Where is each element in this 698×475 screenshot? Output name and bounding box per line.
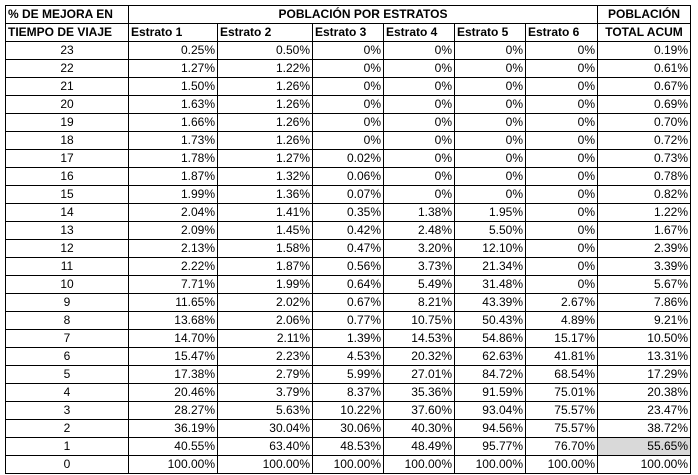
cell-total-accum[interactable]: 0.78% bbox=[598, 168, 691, 186]
cell-stratum-4[interactable]: 37.60% bbox=[384, 402, 455, 420]
cell-pct-improvement[interactable]: 4 bbox=[6, 384, 129, 402]
cell-stratum-4[interactable]: 0% bbox=[384, 150, 455, 168]
cell-stratum-2[interactable]: 2.06% bbox=[218, 312, 313, 330]
cell-stratum-5[interactable]: 54.86% bbox=[455, 330, 526, 348]
cell-stratum-5[interactable]: 91.59% bbox=[455, 384, 526, 402]
cell-total-accum[interactable]: 13.31% bbox=[598, 348, 691, 366]
cell-stratum-5[interactable]: 93.04% bbox=[455, 402, 526, 420]
cell-stratum-2[interactable]: 2.79% bbox=[218, 366, 313, 384]
cell-stratum-1[interactable]: 7.71% bbox=[129, 276, 218, 294]
cell-stratum-5[interactable]: 0% bbox=[455, 114, 526, 132]
cell-stratum-2[interactable]: 1.22% bbox=[218, 60, 313, 78]
cell-pct-improvement[interactable]: 9 bbox=[6, 294, 129, 312]
cell-stratum-4[interactable]: 0% bbox=[384, 42, 455, 60]
cell-pct-improvement[interactable]: 14 bbox=[6, 204, 129, 222]
cell-stratum-6[interactable]: 0% bbox=[526, 168, 598, 186]
cell-stratum-2[interactable]: 5.63% bbox=[218, 402, 313, 420]
cell-pct-improvement[interactable]: 3 bbox=[6, 402, 129, 420]
cell-stratum-1[interactable]: 0.25% bbox=[129, 42, 218, 60]
cell-stratum-4[interactable]: 0% bbox=[384, 78, 455, 96]
header-group-label[interactable]: POBLACIÓN POR ESTRATOS bbox=[129, 6, 598, 24]
cell-stratum-4[interactable]: 0% bbox=[384, 114, 455, 132]
table-row bbox=[6, 240, 691, 258]
cell-total-accum[interactable]: 0.61% bbox=[598, 60, 691, 78]
cell-stratum-6[interactable]: 76.70% bbox=[526, 438, 598, 456]
table-row bbox=[6, 150, 691, 168]
cell-stratum-6[interactable]: 4.89% bbox=[526, 312, 598, 330]
cell-total-accum[interactable]: 23.47% bbox=[598, 402, 691, 420]
header-stratum-4[interactable]: Estrato 4 bbox=[384, 24, 455, 42]
cell-stratum-4[interactable]: 27.01% bbox=[384, 366, 455, 384]
cell-stratum-1[interactable]: 1.78% bbox=[129, 150, 218, 168]
cell-stratum-6[interactable]: 75.01% bbox=[526, 384, 598, 402]
cell-stratum-2[interactable]: 2.02% bbox=[218, 294, 313, 312]
cell-stratum-1[interactable]: 1.27% bbox=[129, 60, 218, 78]
cell-pct-improvement[interactable]: 5 bbox=[6, 366, 129, 384]
cell-stratum-1[interactable]: 100.00% bbox=[129, 456, 218, 474]
cell-stratum-6[interactable]: 2.67% bbox=[526, 294, 598, 312]
cell-stratum-5[interactable]: 0% bbox=[455, 168, 526, 186]
cell-stratum-1[interactable]: 1.66% bbox=[129, 114, 218, 132]
cell-stratum-3[interactable]: 48.53% bbox=[313, 438, 384, 456]
cell-pct-improvement[interactable]: 16 bbox=[6, 168, 129, 186]
cell-total-accum[interactable]: 0.69% bbox=[598, 96, 691, 114]
header-total-label-line2[interactable]: TOTAL ACUM bbox=[598, 24, 691, 42]
cell-stratum-6[interactable]: 0% bbox=[526, 132, 598, 150]
cell-stratum-6[interactable]: 0% bbox=[526, 96, 598, 114]
cell-stratum-4[interactable]: 40.30% bbox=[384, 420, 455, 438]
cell-pct-improvement[interactable]: 6 bbox=[6, 348, 129, 366]
cell-total-accum[interactable]: 5.67% bbox=[598, 276, 691, 294]
cell-stratum-5[interactable]: 1.95% bbox=[455, 204, 526, 222]
cell-stratum-3[interactable]: 0% bbox=[313, 78, 384, 96]
cell-stratum-6[interactable]: 0% bbox=[526, 186, 598, 204]
cell-stratum-5[interactable]: 0% bbox=[455, 186, 526, 204]
cell-stratum-3[interactable]: 0.06% bbox=[313, 168, 384, 186]
cell-pct-improvement[interactable]: 18 bbox=[6, 132, 129, 150]
cell-stratum-4[interactable]: 2.48% bbox=[384, 222, 455, 240]
cell-stratum-3[interactable]: 0% bbox=[313, 96, 384, 114]
cell-stratum-5[interactable]: 31.48% bbox=[455, 276, 526, 294]
cell-stratum-4[interactable]: 48.49% bbox=[384, 438, 455, 456]
cell-pct-improvement[interactable]: 13 bbox=[6, 222, 129, 240]
table-row bbox=[6, 132, 691, 150]
cell-stratum-4[interactable]: 20.32% bbox=[384, 348, 455, 366]
cell-stratum-3[interactable]: 0.64% bbox=[313, 276, 384, 294]
cell-stratum-2[interactable]: 1.26% bbox=[218, 96, 313, 114]
cell-stratum-3[interactable]: 0.42% bbox=[313, 222, 384, 240]
cell-stratum-6[interactable]: 68.54% bbox=[526, 366, 598, 384]
cell-total-accum[interactable]: 7.86% bbox=[598, 294, 691, 312]
cell-stratum-1[interactable]: 2.09% bbox=[129, 222, 218, 240]
cell-stratum-3[interactable]: 5.99% bbox=[313, 366, 384, 384]
cell-stratum-6[interactable]: 0% bbox=[526, 42, 598, 60]
cell-stratum-5[interactable]: 0% bbox=[455, 96, 526, 114]
cell-total-accum[interactable]: 17.29% bbox=[598, 366, 691, 384]
cell-pct-improvement[interactable]: 2 bbox=[6, 420, 129, 438]
table-row bbox=[6, 348, 691, 366]
cell-total-accum[interactable]: 10.50% bbox=[598, 330, 691, 348]
cell-stratum-6[interactable]: 15.17% bbox=[526, 330, 598, 348]
cell-stratum-6[interactable]: 0% bbox=[526, 150, 598, 168]
cell-stratum-2[interactable]: 1.27% bbox=[218, 150, 313, 168]
header-stratum-3[interactable]: Estrato 3 bbox=[313, 24, 384, 42]
cell-stratum-6[interactable]: 75.57% bbox=[526, 402, 598, 420]
table-row bbox=[6, 420, 691, 438]
cell-stratum-3[interactable]: 100.00% bbox=[313, 456, 384, 474]
table-row bbox=[6, 42, 691, 60]
cell-pct-improvement[interactable]: 12 bbox=[6, 240, 129, 258]
cell-stratum-3[interactable]: 1.39% bbox=[313, 330, 384, 348]
cell-stratum-5[interactable]: 62.63% bbox=[455, 348, 526, 366]
cell-stratum-2[interactable]: 1.99% bbox=[218, 276, 313, 294]
cell-stratum-5[interactable]: 0% bbox=[455, 150, 526, 168]
table-row bbox=[6, 78, 691, 96]
header-pct-label-line1[interactable]: % DE MEJORA EN bbox=[6, 6, 129, 24]
cell-pct-improvement[interactable]: 8 bbox=[6, 312, 129, 330]
cell-stratum-5[interactable]: 0% bbox=[455, 42, 526, 60]
cell-stratum-1[interactable]: 20.46% bbox=[129, 384, 218, 402]
cell-stratum-4[interactable]: 3.20% bbox=[384, 240, 455, 258]
cell-total-accum[interactable]: 3.39% bbox=[598, 258, 691, 276]
cell-stratum-3[interactable]: 0% bbox=[313, 42, 384, 60]
table-row bbox=[6, 204, 691, 222]
cell-stratum-2[interactable]: 2.23% bbox=[218, 348, 313, 366]
cell-stratum-1[interactable]: 14.70% bbox=[129, 330, 218, 348]
cell-stratum-4[interactable]: 35.36% bbox=[384, 384, 455, 402]
table-row bbox=[6, 114, 691, 132]
cell-pct-improvement[interactable]: 0 bbox=[6, 456, 129, 474]
cell-stratum-5[interactable]: 0% bbox=[455, 60, 526, 78]
header-total-label-line1[interactable]: POBLACIÓN bbox=[598, 6, 691, 24]
cell-stratum-4[interactable]: 0% bbox=[384, 132, 455, 150]
cell-stratum-3[interactable]: 10.22% bbox=[313, 402, 384, 420]
cell-pct-improvement[interactable]: 19 bbox=[6, 114, 129, 132]
cell-stratum-1[interactable]: 1.50% bbox=[129, 78, 218, 96]
header-stratum-1[interactable]: Estrato 1 bbox=[129, 24, 218, 42]
cell-stratum-1[interactable]: 2.13% bbox=[129, 240, 218, 258]
cell-pct-improvement[interactable]: 11 bbox=[6, 258, 129, 276]
table-row bbox=[6, 402, 691, 420]
cell-stratum-5[interactable]: 5.50% bbox=[455, 222, 526, 240]
cell-stratum-1[interactable]: 2.22% bbox=[129, 258, 218, 276]
cell-stratum-4[interactable]: 10.75% bbox=[384, 312, 455, 330]
cell-stratum-2[interactable]: 0.50% bbox=[218, 42, 313, 60]
cell-stratum-1[interactable]: 1.63% bbox=[129, 96, 218, 114]
cell-stratum-3[interactable]: 0% bbox=[313, 132, 384, 150]
table-row bbox=[6, 186, 691, 204]
cell-pct-improvement[interactable]: 22 bbox=[6, 60, 129, 78]
cell-stratum-6[interactable]: 0% bbox=[526, 60, 598, 78]
cell-stratum-6[interactable]: 0% bbox=[526, 114, 598, 132]
table-row bbox=[6, 258, 691, 276]
cell-stratum-2[interactable]: 1.26% bbox=[218, 132, 313, 150]
cell-stratum-5[interactable]: 43.39% bbox=[455, 294, 526, 312]
cell-stratum-5[interactable]: 21.34% bbox=[455, 258, 526, 276]
cell-stratum-5[interactable]: 84.72% bbox=[455, 366, 526, 384]
cell-stratum-4[interactable]: 5.49% bbox=[384, 276, 455, 294]
cell-stratum-3[interactable]: 0.35% bbox=[313, 204, 384, 222]
cell-stratum-5[interactable]: 0% bbox=[455, 132, 526, 150]
cell-stratum-4[interactable]: 0% bbox=[384, 60, 455, 78]
cell-stratum-1[interactable]: 36.19% bbox=[129, 420, 218, 438]
cell-total-accum[interactable]: 38.72% bbox=[598, 420, 691, 438]
cell-total-accum[interactable]: 9.21% bbox=[598, 312, 691, 330]
population-strata-table bbox=[5, 5, 691, 474]
cell-stratum-6[interactable]: 75.57% bbox=[526, 420, 598, 438]
cell-stratum-6[interactable]: 0% bbox=[526, 204, 598, 222]
table-row bbox=[6, 438, 691, 456]
cell-stratum-6[interactable]: 0% bbox=[526, 276, 598, 294]
spreadsheet-table-container bbox=[5, 5, 691, 474]
cell-pct-improvement[interactable]: 17 bbox=[6, 150, 129, 168]
cell-total-accum[interactable]: 20.38% bbox=[598, 384, 691, 402]
cell-stratum-3[interactable]: 0.77% bbox=[313, 312, 384, 330]
cell-pct-improvement[interactable]: 21 bbox=[6, 78, 129, 96]
table-row bbox=[6, 330, 691, 348]
cell-total-accum[interactable]: 100.00% bbox=[598, 456, 691, 474]
cell-stratum-4[interactable]: 1.38% bbox=[384, 204, 455, 222]
cell-stratum-3[interactable]: 4.53% bbox=[313, 348, 384, 366]
cell-stratum-4[interactable]: 0% bbox=[384, 168, 455, 186]
cell-stratum-2[interactable]: 63.40% bbox=[218, 438, 313, 456]
cell-total-accum[interactable]: 0.73% bbox=[598, 150, 691, 168]
cell-stratum-6[interactable]: 0% bbox=[526, 240, 598, 258]
cell-pct-improvement[interactable]: 15 bbox=[6, 186, 129, 204]
cell-stratum-3[interactable]: 0% bbox=[313, 114, 384, 132]
cell-stratum-6[interactable]: 41.81% bbox=[526, 348, 598, 366]
cell-stratum-5[interactable]: 94.56% bbox=[455, 420, 526, 438]
cell-stratum-6[interactable]: 0% bbox=[526, 258, 598, 276]
table-row bbox=[6, 96, 691, 114]
table-row bbox=[6, 222, 691, 240]
cell-stratum-5[interactable]: 50.43% bbox=[455, 312, 526, 330]
table-row bbox=[6, 312, 691, 330]
cell-stratum-3[interactable]: 0.56% bbox=[313, 258, 384, 276]
cell-pct-improvement[interactable]: 20 bbox=[6, 96, 129, 114]
cell-stratum-2[interactable]: 2.11% bbox=[218, 330, 313, 348]
cell-total-accum[interactable]: 0.70% bbox=[598, 114, 691, 132]
cell-total-accum[interactable]: 0.19% bbox=[598, 42, 691, 60]
cell-stratum-2[interactable]: 100.00% bbox=[218, 456, 313, 474]
cell-total-accum[interactable]: 0.82% bbox=[598, 186, 691, 204]
cell-stratum-3[interactable]: 0.47% bbox=[313, 240, 384, 258]
cell-stratum-1[interactable]: 28.27% bbox=[129, 402, 218, 420]
cell-stratum-2[interactable]: 1.58% bbox=[218, 240, 313, 258]
cell-total-accum[interactable]: 2.39% bbox=[598, 240, 691, 258]
cell-stratum-6[interactable]: 0% bbox=[526, 222, 598, 240]
header-pct-label-line2[interactable]: TIEMPO DE VIAJE bbox=[6, 24, 129, 42]
cell-stratum-2[interactable]: 1.41% bbox=[218, 204, 313, 222]
cell-stratum-2[interactable]: 1.36% bbox=[218, 186, 313, 204]
cell-stratum-3[interactable]: 0.02% bbox=[313, 150, 384, 168]
cell-stratum-2[interactable]: 1.45% bbox=[218, 222, 313, 240]
cell-stratum-1[interactable]: 1.73% bbox=[129, 132, 218, 150]
header-stratum-6[interactable]: Estrato 6 bbox=[526, 24, 598, 42]
cell-stratum-1[interactable]: 2.04% bbox=[129, 204, 218, 222]
cell-stratum-4[interactable]: 3.73% bbox=[384, 258, 455, 276]
cell-stratum-3[interactable]: 8.37% bbox=[313, 384, 384, 402]
cell-stratum-1[interactable]: 15.47% bbox=[129, 348, 218, 366]
cell-stratum-3[interactable]: 0.67% bbox=[313, 294, 384, 312]
cell-stratum-2[interactable]: 1.26% bbox=[218, 114, 313, 132]
cell-stratum-4[interactable]: 0% bbox=[384, 186, 455, 204]
cell-stratum-2[interactable]: 30.04% bbox=[218, 420, 313, 438]
cell-stratum-4[interactable]: 0% bbox=[384, 96, 455, 114]
cell-stratum-4[interactable]: 8.21% bbox=[384, 294, 455, 312]
table-row bbox=[6, 276, 691, 294]
table-row bbox=[6, 456, 691, 474]
header-stratum-5[interactable]: Estrato 5 bbox=[455, 24, 526, 42]
cell-stratum-2[interactable]: 3.79% bbox=[218, 384, 313, 402]
cell-stratum-4[interactable]: 100.00% bbox=[384, 456, 455, 474]
cell-pct-improvement[interactable]: 7 bbox=[6, 330, 129, 348]
cell-stratum-5[interactable]: 100.00% bbox=[455, 456, 526, 474]
cell-stratum-3[interactable]: 30.06% bbox=[313, 420, 384, 438]
cell-stratum-6[interactable]: 0% bbox=[526, 78, 598, 96]
cell-stratum-3[interactable]: 0% bbox=[313, 60, 384, 78]
cell-total-accum[interactable]: 1.22% bbox=[598, 204, 691, 222]
cell-stratum-1[interactable]: 11.65% bbox=[129, 294, 218, 312]
cell-total-accum[interactable]: 0.72% bbox=[598, 132, 691, 150]
table-body bbox=[6, 42, 691, 474]
cell-stratum-2[interactable]: 1.87% bbox=[218, 258, 313, 276]
cell-total-accum[interactable]: 1.67% bbox=[598, 222, 691, 240]
cell-stratum-4[interactable]: 14.53% bbox=[384, 330, 455, 348]
cell-stratum-5[interactable]: 95.77% bbox=[455, 438, 526, 456]
table-row bbox=[6, 168, 691, 186]
cell-stratum-2[interactable]: 1.26% bbox=[218, 78, 313, 96]
table-row bbox=[6, 294, 691, 312]
cell-stratum-5[interactable]: 0% bbox=[455, 78, 526, 96]
cell-stratum-3[interactable]: 0.07% bbox=[313, 186, 384, 204]
cell-pct-improvement[interactable]: 23 bbox=[6, 42, 129, 60]
cell-stratum-1[interactable]: 1.99% bbox=[129, 186, 218, 204]
cell-total-accum[interactable]: 55.65% bbox=[598, 438, 691, 456]
cell-stratum-5[interactable]: 12.10% bbox=[455, 240, 526, 258]
cell-total-accum[interactable]: 0.67% bbox=[598, 78, 691, 96]
cell-stratum-6[interactable]: 100.00% bbox=[526, 456, 598, 474]
cell-pct-improvement[interactable]: 1 bbox=[6, 438, 129, 456]
table-row bbox=[6, 60, 691, 78]
cell-pct-improvement[interactable]: 10 bbox=[6, 276, 129, 294]
cell-stratum-1[interactable]: 40.55% bbox=[129, 438, 218, 456]
table-row bbox=[6, 366, 691, 384]
cell-stratum-2[interactable]: 1.32% bbox=[218, 168, 313, 186]
cell-stratum-1[interactable]: 1.87% bbox=[129, 168, 218, 186]
table-row bbox=[6, 384, 691, 402]
cell-stratum-1[interactable]: 17.38% bbox=[129, 366, 218, 384]
header-stratum-2[interactable]: Estrato 2 bbox=[218, 24, 313, 42]
cell-stratum-1[interactable]: 13.68% bbox=[129, 312, 218, 330]
